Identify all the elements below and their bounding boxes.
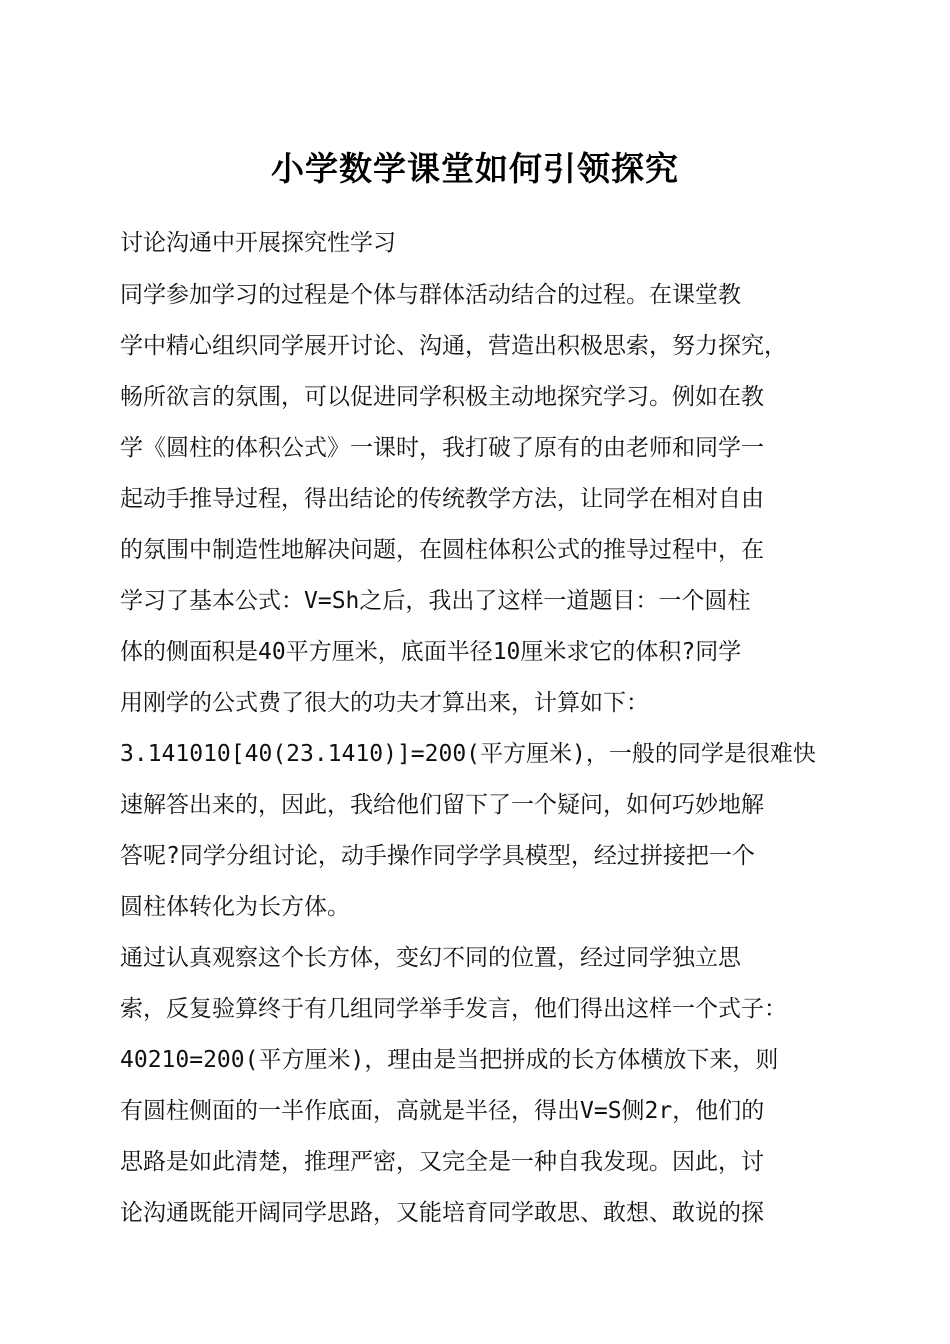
paragraph-line: 答呢?同学分组讨论，动手操作同学学具模型，经过拼接把一个 — [120, 843, 755, 869]
section-heading: 讨论沟通中开展探究性学习 — [120, 230, 396, 256]
paragraph-line: 有圆柱侧面的一半作底面，高就是半径，得出V=S侧2r，他们的 — [120, 1098, 765, 1124]
paragraph-line: 学习了基本公式：V=Sh之后，我出了这样一道题目：一个圆柱 — [120, 588, 751, 614]
paragraph-line: 思路是如此清楚，推理严密，又完全是一种自我发现。因此，讨 — [120, 1149, 764, 1175]
paragraph-line: 索，反复验算终于有几组同学举手发言，他们得出这样一个式子： — [120, 996, 787, 1022]
paragraph-line: 同学参加学习的过程是个体与群体活动结合的过程。在课堂教 — [120, 282, 741, 308]
paragraph-line: 通过认真观察这个长方体，变幻不同的位置，经过同学独立思 — [120, 945, 741, 971]
paragraph-line: 学中精心组织同学展开讨论、沟通，营造出积极思索，努力探究， — [120, 333, 787, 359]
paragraph-line: 体的侧面积是40平方厘米，底面半径10厘米求它的体积?同学 — [120, 639, 742, 665]
paragraph-line: 论沟通既能开阔同学思路，又能培育同学敢思、敢想、敢说的探 — [120, 1200, 764, 1226]
paragraph-line: 速解答出来的，因此，我给他们留下了一个疑问，如何巧妙地解 — [120, 792, 764, 818]
paragraph-line: 畅所欲言的氛围，可以促进同学积极主动地探究学习。例如在教 — [120, 384, 764, 410]
paragraph-line: 起动手推导过程，得出结论的传统教学方法，让同学在相对自由 — [120, 486, 764, 512]
paragraph-line: 的氛围中制造性地解决问题，在圆柱体积公式的推导过程中，在 — [120, 537, 764, 563]
paragraph-line: 圆柱体转化为长方体。 — [120, 894, 350, 920]
paragraph-line: 用刚学的公式费了很大的功夫才算出来，计算如下： — [120, 690, 649, 716]
paragraph-line: 3.141010[40(23.1410)]=200(平方厘米)，一般的同学是很难快 — [120, 741, 816, 767]
paragraph-line: 40210=200(平方厘米)，理由是当把拼成的长方体横放下来，则 — [120, 1047, 779, 1073]
paragraph-line: 学《圆柱的体积公式》一课时，我打破了原有的由老师和同学一 — [120, 435, 764, 461]
document-title: 小学数学课堂如何引领探究 — [271, 149, 679, 188]
